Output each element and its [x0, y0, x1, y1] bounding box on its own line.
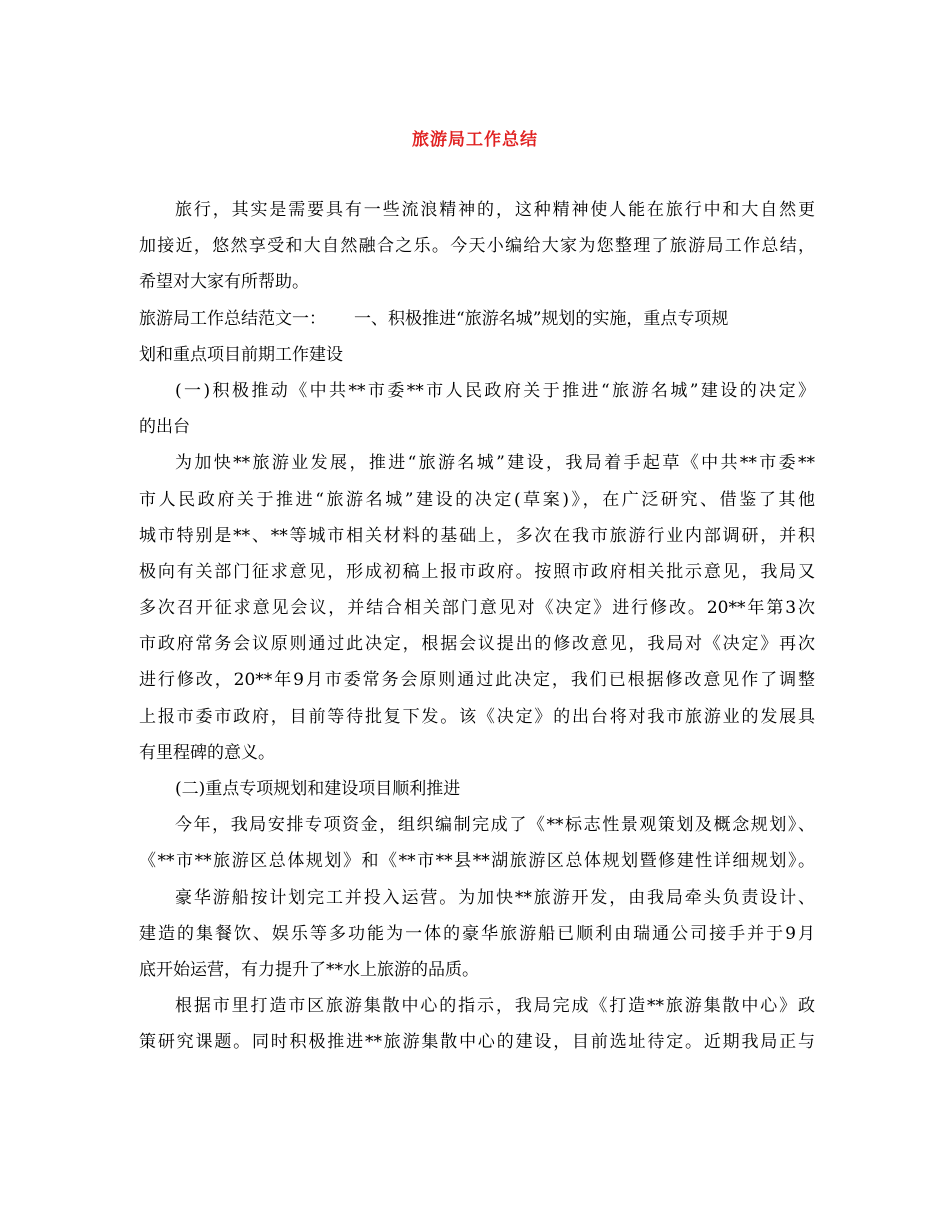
text-line: 希望对大家有所帮助。	[139, 272, 309, 293]
text-line: 根据市里打造市区旅游集散中心的指示，我局完成《打造**旅游集散中心》政	[175, 996, 815, 1017]
text-line: 市政府常务会议原则通过此决定，根据会议提出的修改意见，我局对《决定》再次	[139, 634, 815, 655]
section-heading: 一、积极推进“旅游名城”规划的实施，重点专项规	[354, 308, 729, 329]
text-line: 极向有关部门征求意见，形成初稿上报市政府。按照市政府相关批示意见，我局又	[139, 561, 815, 582]
text-line: 的出台	[139, 417, 190, 438]
text-line: 市人民政府关于推进“旅游名城”建设的决定(草案)》，在广泛研究、借鉴了其他	[139, 489, 815, 510]
section-label: 旅游局工作总结范文一：	[139, 308, 326, 329]
document-title: 旅游局工作总结	[412, 130, 538, 150]
text-line: 城市特别是**、**等城市相关材料的基础上，多次在我市旅游行业内部调研，并积	[139, 525, 815, 546]
text-line: 上报市委市政府，目前等待批复下发。该《决定》的出台将对我市旅游业的发展具	[139, 706, 815, 727]
text-line: 底开始运营，有力提升了**水上旅游的品质。	[139, 959, 479, 980]
text-line: 进行修改，20**年9月市委常务会原则通过此决定，我们已根据修改意见作了调整	[139, 670, 815, 691]
text-line: 划和重点项目前期工作建设	[139, 344, 343, 365]
text-line: 今年，我局安排专项资金，组织编制完成了《**标志性景观策划及概念规划》、	[175, 815, 815, 836]
text-line: 《**市**旅游区总体规划》和《**市**县**湖旅游区总体规划暨修建性详细规划》。	[139, 851, 815, 872]
text-line: (二)重点专项规划和建设项目顺利推进	[175, 779, 461, 799]
text-line: 建造的集餐饮、娱乐等多功能为一体的豪华旅游船已顺利由瑞通公司接手并于9月	[139, 923, 815, 944]
document-body	[139, 192, 815, 1061]
text-line: 旅行，其实是需要具有一些流浪精神的，这种精神使人能在旅行中和大自然更	[175, 200, 815, 220]
text-line: 为加快**旅游业发展，推进“旅游名城”建设，我局着手起草《中共**市委**	[175, 453, 815, 474]
text-line: 多次召开征求意见会议，并结合相关部门意见对《决定》进行修改。20**年第3次	[139, 598, 815, 619]
text-line: 加接近，悠然享受和大自然融合之乐。今天小编给大家为您整理了旅游局工作总结，	[139, 236, 815, 257]
text-line: 策研究课题。同时积极推进**旅游集散中心的建设，目前选址待定。近期我局正与	[139, 1032, 815, 1053]
text-line: (一)积极推动《中共**市委**市人民政府关于推进“旅游名城”建设的决定》	[175, 380, 815, 401]
text-line: 有里程碑的意义。	[139, 742, 275, 763]
text-line	[139, 301, 815, 337]
text-line: 豪华游船按计划完工并投入运营。为加快**旅游开发，由我局牵头负责设计、	[175, 887, 815, 908]
